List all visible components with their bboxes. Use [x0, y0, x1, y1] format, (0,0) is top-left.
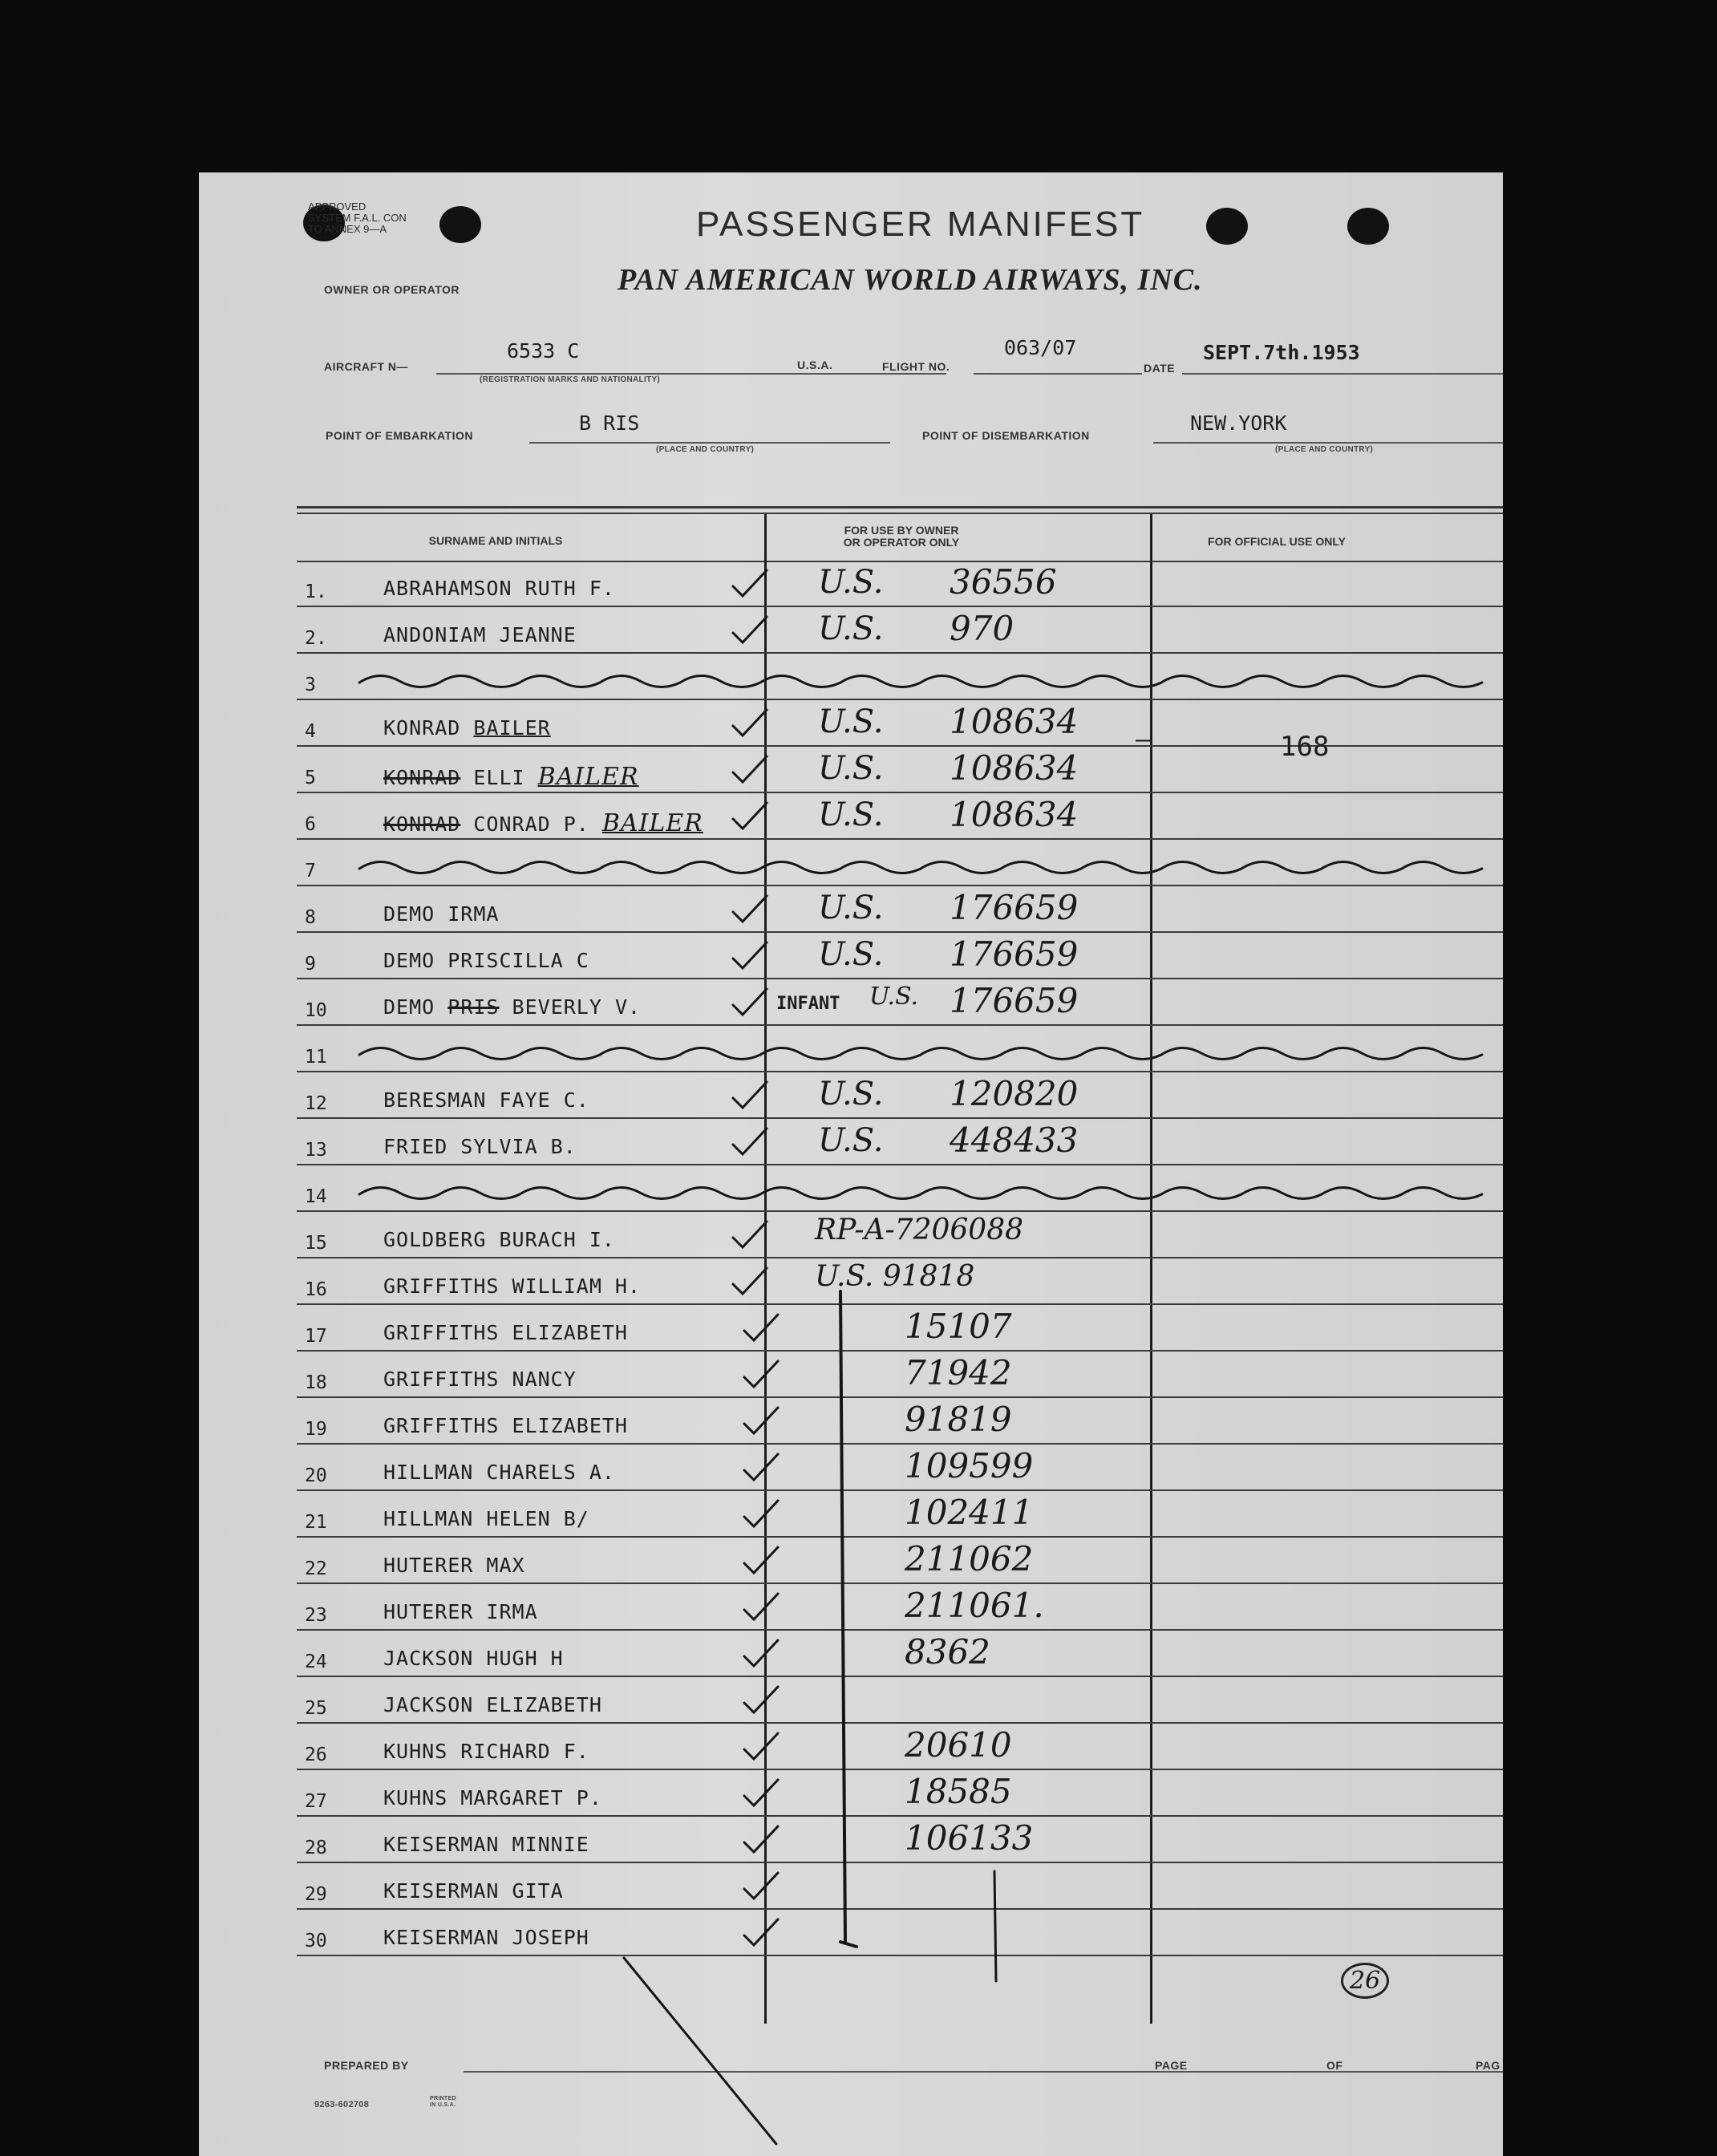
- passport-number: 211062: [905, 1539, 1034, 1578]
- date-value: SEPT.7th.1953: [1203, 341, 1360, 364]
- name-text: KONRAD: [383, 716, 474, 740]
- check-mark-icon: [733, 1268, 767, 1294]
- nationality: U.S.: [818, 750, 884, 787]
- check-mark-icon: [744, 1919, 778, 1945]
- check-mark-icon: [744, 1454, 778, 1480]
- passport-number: 108634: [950, 702, 1079, 741]
- check-mark-icon: [733, 710, 767, 736]
- check-mark-icon: [733, 1082, 767, 1108]
- row-number: 10: [305, 1000, 327, 1021]
- nationality: U.S.: [818, 564, 884, 601]
- check-mark-icon: [733, 803, 767, 829]
- row-number: 14: [305, 1186, 327, 1207]
- passport-number: 20610: [905, 1725, 1012, 1765]
- name-text: FRIED SYLVIA B.: [383, 1135, 577, 1158]
- passport-number: 91819: [905, 1400, 1012, 1439]
- check-mark-icon: [733, 942, 767, 968]
- row-number: 30: [305, 1931, 327, 1951]
- check-mark-icon: [744, 1640, 778, 1666]
- passport-number: 108634: [950, 748, 1079, 788]
- flight-label: FLIGHT NO.: [882, 360, 950, 373]
- nationality: U.S.: [818, 1076, 884, 1112]
- row-number: 6: [305, 814, 316, 835]
- name-text: KEISERMAN GITA: [383, 1879, 564, 1903]
- cancel-line: [359, 1048, 1482, 1059]
- nationality: U.S.: [818, 703, 884, 740]
- nationality: U.S.: [818, 936, 884, 973]
- embarkation-label: POINT OF EMBARKATION: [326, 429, 473, 442]
- row-number: 12: [305, 1093, 327, 1114]
- check-mark-icon: [744, 1315, 778, 1340]
- row-number: 18: [305, 1372, 327, 1393]
- name-text: GOLDBERG BURACH I.: [383, 1228, 615, 1251]
- page-mark: 26: [1341, 1963, 1389, 1999]
- row-number: 5: [305, 768, 316, 788]
- cancel-line: [359, 861, 1482, 873]
- bracket-line: [840, 1291, 845, 1942]
- check-mark-icon: [733, 617, 767, 642]
- row-number: 19: [305, 1419, 327, 1440]
- name-text: HILLMAN HELEN B/: [383, 1507, 589, 1530]
- passport-number: 176659: [950, 981, 1079, 1020]
- manifest-sheet: [199, 172, 1503, 2156]
- struck-name: KONRAD: [383, 766, 461, 789]
- name-text: KUHNS MARGARET P.: [383, 1786, 602, 1810]
- check-mark-icon: [744, 1547, 778, 1573]
- name-text: GRIFFITHS NANCY: [383, 1368, 577, 1391]
- registration-caption: (REGISTRATION MARKS AND NATIONALITY): [480, 375, 661, 384]
- embark-place-caption: (PLACE AND COUNTRY): [656, 445, 755, 454]
- name-text: HUTERER IRMA: [383, 1600, 538, 1623]
- form-number: 9263-602708: [314, 2100, 370, 2109]
- struck-name: KONRAD: [383, 813, 461, 836]
- row-number: 2.: [305, 628, 327, 649]
- check-mark-icon: [744, 1733, 778, 1759]
- check-mark-icon: [744, 1408, 778, 1433]
- passport-number: 8362: [905, 1632, 990, 1672]
- column-header-surname: SURNAME AND INITIALS: [428, 534, 563, 547]
- row-number: 9: [305, 954, 316, 975]
- passport-number: 71942: [905, 1353, 1012, 1392]
- handwritten-surname: BAILER: [601, 809, 703, 837]
- row-number: 22: [305, 1558, 327, 1579]
- passport-number: 108634: [950, 795, 1079, 834]
- passport-number: 970: [950, 609, 1014, 648]
- row-number: 7: [305, 861, 316, 881]
- passport-number: 15107: [905, 1307, 1012, 1346]
- page-label: PAGE: [1155, 2059, 1188, 2072]
- passport-number: 109599: [905, 1446, 1034, 1485]
- row-number: 29: [305, 1884, 327, 1905]
- row-number: 24: [305, 1651, 327, 1672]
- name-text: DEMO PRISCILLA C: [383, 949, 589, 972]
- passport-number: 18585: [905, 1772, 1012, 1811]
- check-mark-icon: [733, 896, 767, 922]
- approval-stamp: APPROVED SYSTEM F.A.L. CON TO ANNEX 9—A: [308, 201, 407, 235]
- check-mark-icon: [733, 1222, 767, 1247]
- bracket-tick: [840, 1942, 856, 1947]
- cancel-line: [359, 675, 1482, 687]
- usa-label: U.S.A.: [797, 359, 833, 371]
- nationality: U.S.: [818, 796, 884, 833]
- prepared-by-label: PREPARED BY: [324, 2059, 409, 2072]
- check-mark-icon: [733, 756, 767, 782]
- row-number: 25: [305, 1698, 327, 1719]
- name-text: GRIFFITHS ELIZABETH: [383, 1321, 628, 1344]
- row-number: 21: [305, 1512, 327, 1533]
- page-title: PASSENGER MANIFEST: [696, 205, 1145, 244]
- name-text: KEISERMAN JOSEPH: [383, 1926, 589, 1949]
- check-mark-icon: [733, 989, 767, 1015]
- infant-marker: INFANT: [776, 994, 840, 1014]
- check-mark-icon: [744, 1594, 778, 1619]
- column-header-owner: FOR USE BY OWNER OR OPERATOR ONLY: [843, 524, 960, 549]
- name-text: JACKSON ELIZABETH: [383, 1693, 602, 1716]
- name-text: KUHNS RICHARD F.: [383, 1740, 589, 1763]
- passport-number: 448433: [950, 1121, 1079, 1160]
- check-mark-icon: [744, 1826, 778, 1852]
- official-number: 168: [1280, 731, 1330, 763]
- name-text: GRIFFITHS ELIZABETH: [383, 1414, 628, 1437]
- row-number: 27: [305, 1791, 327, 1812]
- row-number: 28: [305, 1838, 327, 1858]
- passport-number: U.S. 91818: [815, 1260, 975, 1293]
- row-number: 17: [305, 1326, 327, 1347]
- disembarkation-value: NEW.YORK: [1190, 411, 1287, 435]
- row-number: 4: [305, 721, 316, 742]
- name-text: HILLMAN CHARELS A.: [383, 1461, 615, 1484]
- aircraft-value: 6533 C: [507, 339, 580, 363]
- name-text: ABRAHAMSON RUTH F.: [383, 577, 615, 600]
- name-text: ELLI: [460, 766, 525, 789]
- check-mark-icon: [744, 1361, 778, 1387]
- nationality: U.S.: [869, 983, 919, 1011]
- row-number: 8: [305, 907, 316, 928]
- of-label: OF: [1326, 2059, 1343, 2072]
- passport-number: 176659: [950, 888, 1079, 927]
- embarkation-value: B RIS: [579, 411, 640, 435]
- name-text: CONRAD P.: [460, 813, 589, 836]
- official-dash: —: [1136, 726, 1151, 754]
- passport-number: 176659: [950, 934, 1079, 974]
- check-mark-icon: [744, 1780, 778, 1805]
- owner-label: OWNER OR OPERATOR: [324, 283, 460, 296]
- row-number: 23: [305, 1605, 327, 1626]
- row-number: 1.: [305, 582, 327, 602]
- passport-number: 211061.: [905, 1586, 1044, 1625]
- passport-number: 36556: [950, 562, 1057, 602]
- aircraft-label: AIRCRAFT N—: [324, 360, 409, 373]
- passport-number: 120820: [950, 1074, 1079, 1113]
- struck-name: PRIS: [447, 995, 500, 1019]
- disembark-place-caption: (PLACE AND COUNTRY): [1275, 445, 1374, 454]
- name-text: KEISERMAN MINNIE: [383, 1833, 589, 1856]
- column-header-official: FOR OFFICIAL USE ONLY: [1208, 535, 1346, 548]
- nationality: U.S.: [818, 890, 884, 926]
- cancel-line: [359, 1187, 1482, 1198]
- row-number: 20: [305, 1465, 327, 1486]
- check-mark-icon: [733, 1129, 767, 1154]
- company-name: PAN AMERICAN WORLD AIRWAYS, INC.: [618, 263, 1203, 297]
- check-mark-icon: [744, 1687, 778, 1712]
- check-mark-icon: [744, 1501, 778, 1526]
- printer-mark: PRINTED IN U.S.A.: [430, 2096, 456, 2108]
- name-text: HUTERER MAX: [383, 1554, 525, 1577]
- passport-number: RP-A-7206088: [815, 1214, 1024, 1246]
- row-number: 16: [305, 1279, 327, 1300]
- passport-number: 102411: [905, 1493, 1034, 1532]
- name-text: JACKSON HUGH H: [383, 1647, 564, 1670]
- handwritten-surname: BAILER: [537, 763, 639, 791]
- disembarkation-label: POINT OF DISEMBARKATION: [922, 429, 1090, 442]
- page-label-2: PAG: [1476, 2059, 1500, 2072]
- check-mark-icon: [744, 1873, 778, 1899]
- check-mark-icon: [733, 570, 767, 596]
- nationality: U.S.: [818, 610, 884, 647]
- name-text: DEMO: [383, 995, 448, 1019]
- row-number: 11: [305, 1047, 327, 1068]
- handwritten-marks: [199, 172, 1503, 2156]
- name-text: ANDONIAM JEANNE: [383, 623, 577, 646]
- row-number: 3: [305, 675, 316, 695]
- date-label: DATE: [1144, 362, 1176, 375]
- row-number: 15: [305, 1233, 327, 1254]
- name-text: DEMO IRMA: [383, 902, 500, 926]
- row-number: 13: [305, 1140, 327, 1161]
- passport-number: 106133: [905, 1818, 1034, 1858]
- underlined-name: BAILER: [473, 716, 551, 740]
- diagonal-stroke: [624, 1958, 776, 2144]
- name-text: GRIFFITHS WILLIAM H.: [383, 1275, 642, 1298]
- row-number: 26: [305, 1745, 327, 1765]
- flight-value: 063/07: [1004, 336, 1077, 359]
- name-text: BERESMAN FAYE C.: [383, 1088, 589, 1112]
- name-tail: BEVERLY V.: [499, 995, 642, 1019]
- ditto-line: [994, 1871, 996, 1981]
- nationality: U.S.: [818, 1122, 884, 1159]
